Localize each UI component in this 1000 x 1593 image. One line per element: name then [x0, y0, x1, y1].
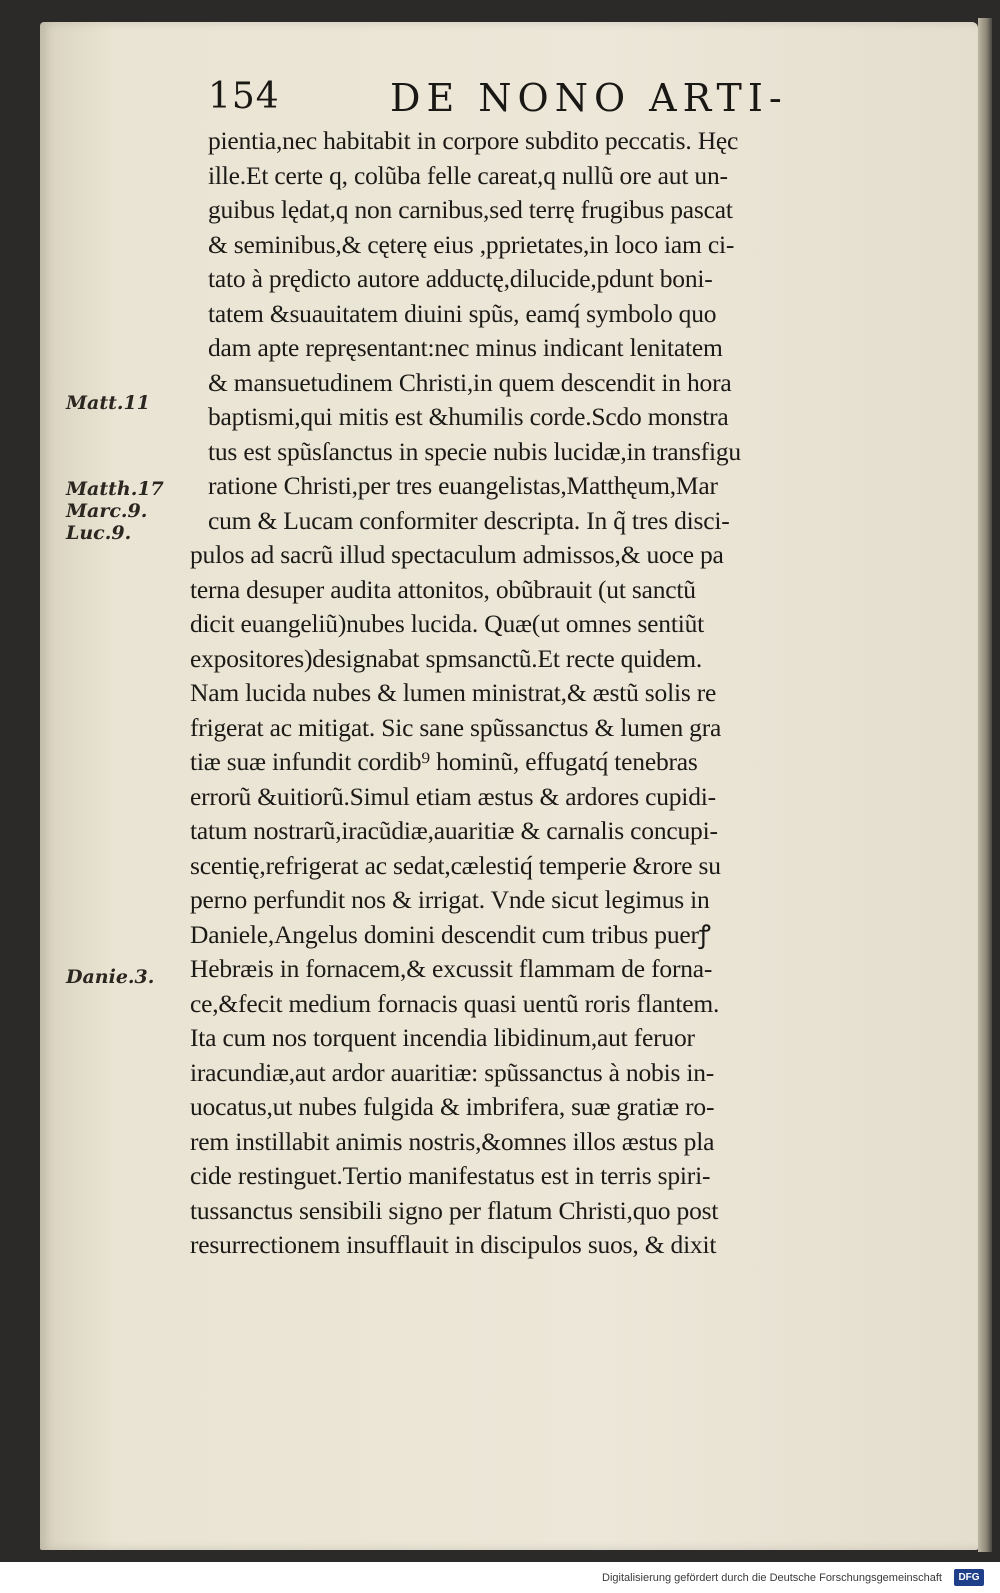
text-line: cum & Lucam conformiter descripta. In q̃ tres disci- [208, 505, 730, 535]
text-line: Hebræis in fornacem,& excussit flammam de forna- [190, 954, 713, 983]
text-line: dicit euangeliũ)nubes lucida. Quæ(ut omnes sentiũt [190, 609, 705, 638]
text-line: pientia,nec habitabit in corpore subdito peccatis. Hęc [208, 126, 739, 155]
running-title: DE NONO ARTI- [390, 76, 788, 120]
text-line: Nam lucida nubes & lumen ministrat,& æstũ solis re [190, 678, 717, 707]
text-line: Ita cum nos torquent incendia libidinum,aut feruor [190, 1023, 695, 1052]
text-line: iracundiæ,aut ardor auaritiæ: spũssanctus à nobis in- [190, 1057, 715, 1087]
text-line: perno perfundit nos & irrigat. Vnde sicut legimus in [190, 885, 710, 914]
page-edge [978, 18, 992, 1552]
text-line: Daniele,Angelus domini descendit cum tribus puerꝭ [190, 919, 711, 949]
funding-credit: Digitalisierung gefördert durch die Deutsche Forschungsgemeinschaft [602, 1572, 942, 1584]
text-line: ce,&fecit medium fornacis quasi uentũ roris flantem. [190, 988, 720, 1018]
text-line: & mansuetudinem Christi,in quem descendit in hora [208, 367, 732, 397]
text-line: uocatus,ut nubes fulgida & imbrifera, suæ gratiæ ro- [190, 1092, 715, 1121]
margin-note-matt-11: Matt.11 [66, 392, 150, 414]
text-line: tiæ suæ infundit cordib⁹ hominũ, effugatq́ tenebras [190, 747, 698, 776]
text-line: resurrectionem insufflauit in discipulos suos, & dixit [190, 1230, 717, 1259]
margin-note-matth-17: Matth.17 [66, 478, 164, 500]
text-line: tatum nostrarũ,iracũdiæ,auaritiæ & carnalis concupi- [190, 816, 718, 845]
page-number: 154 [208, 76, 280, 117]
text-line: cide restinguet.Tertio manifestatus est in terris spiri- [190, 1161, 711, 1190]
text-line: ille.Et certe q, colũba felle careat,q nullũ ore aut un- [208, 160, 728, 190]
text-line: baptismi,qui mitis est &humilis corde.Scdo monstra [208, 402, 729, 431]
footer-bar [0, 1562, 1000, 1593]
text-line: ratione Christi,per tres euangelistas,Matthęum,Mar [208, 471, 718, 500]
text-line: guibus lędat,q non carnibus,sed terrę frugibus pascat [208, 195, 733, 224]
text-line: tussanctus sensibili signo per flatum Christi,quo post [190, 1195, 719, 1225]
margin-note-danie-3: Danie.3. [66, 966, 155, 988]
text-line: expositores)designabat spmsanctũ.Et recte quidem. [190, 643, 703, 673]
margin-note-luc-9: Luc.9. [66, 522, 132, 544]
body-text [190, 124, 916, 1263]
text-line: dam apte repręsentant:nec minus indicant lenitatem [208, 333, 723, 362]
dfg-logo: DFG [954, 1569, 984, 1586]
running-head [208, 76, 908, 126]
text-line: scentię,refrigerat ac sedat,cælestiq́ temperie &rore su [190, 850, 721, 880]
text-line: errorũ &uitiorũ.Simul etiam æstus & ardores cupidi- [190, 781, 716, 811]
text-line: rem instillabit animis nostris,&omnes illos æstus pla [190, 1126, 715, 1156]
text-line: tus est spũsſanctus in specie nubis lucidæ,in transfigu [208, 436, 741, 466]
text-line: pulos ad sacrũ illud spectaculum admissos,& uoce pa [190, 540, 724, 569]
margin-note-marc-9: Marc.9. [66, 500, 148, 522]
text-line: frigerat ac mitigat. Sic sane spũssanctus & lumen gra [190, 712, 722, 742]
text-line: & seminibus,& cęterę eius ,pprietates,in loco iam ci- [208, 229, 735, 259]
text-line: tato à prędicto autore adductę,dilucide,pdunt boni- [208, 264, 713, 293]
text-line: tatem &suauitatem diuini spũs, eamq́ symbolo quo [208, 298, 717, 328]
text-line: terna desuper audita attonitos, obũbrauit (ut sanctũ [190, 574, 696, 604]
